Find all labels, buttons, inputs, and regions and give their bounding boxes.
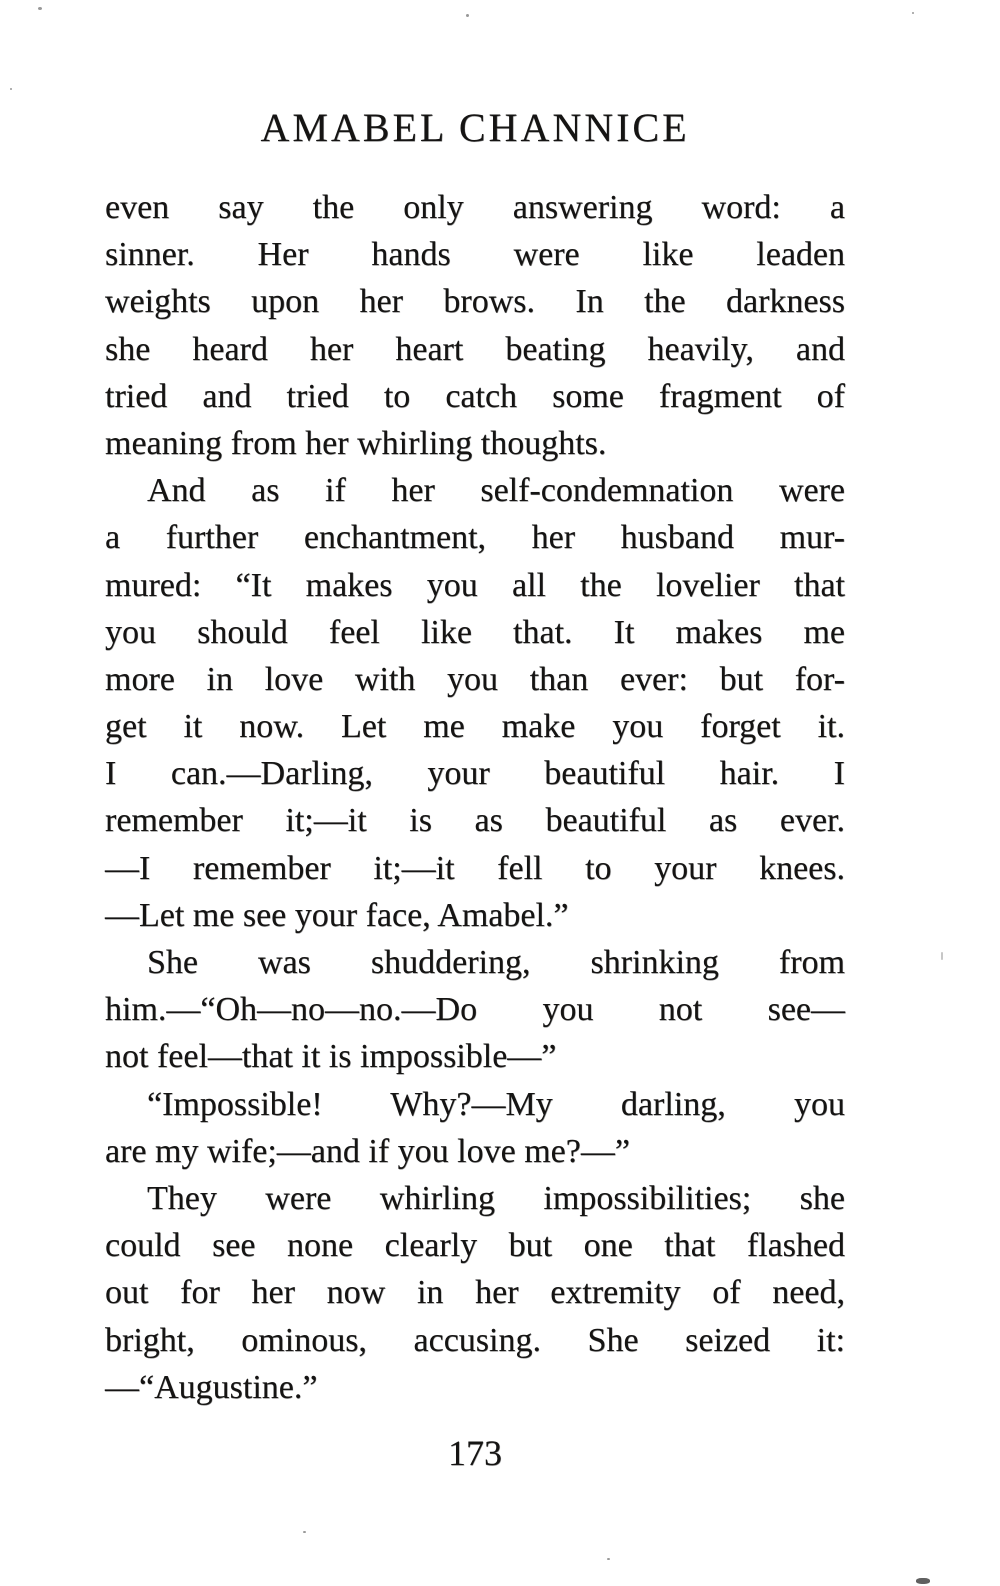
text-line: They were whirling impossibilities; she <box>147 1179 845 1217</box>
text-line: remember it;—it is as beautiful as ever. <box>105 802 845 840</box>
text-line: are my wife;—and if you love me?—” <box>105 1132 630 1170</box>
text-line: “Impossible! Why?—My darling, you <box>147 1085 845 1123</box>
text-line: And as if her self-condemnation were <box>147 472 845 510</box>
text-line: She was shuddering, shrinking from <box>147 944 845 981</box>
text-line: bright, ominous, accusing. She seized it: <box>105 1321 845 1359</box>
body-text <box>105 184 845 1411</box>
text-line: could see none clearly but one that flashed <box>105 1227 845 1265</box>
text-line: —“Augustine.” <box>105 1368 318 1406</box>
page-number: 173 <box>448 1433 502 1473</box>
text-line: I can.—Darling, your beautiful hair. I <box>105 755 845 793</box>
text-line: meaning from her whirling thoughts. <box>105 424 607 462</box>
scan-speck <box>466 14 469 17</box>
text-line: weights upon her brows. In the darkness <box>105 283 845 321</box>
scan-speck <box>912 12 914 14</box>
text-line: out for her now in her extremity of need, <box>105 1274 845 1312</box>
text-line: not feel—that it is impossible—” <box>105 1038 557 1076</box>
scan-speck <box>916 1578 930 1584</box>
page-title: AMABEL CHANNICE <box>260 105 690 150</box>
text-line: get it now. Let me make you forget it. <box>105 708 845 746</box>
scan-speck <box>10 88 12 90</box>
scan-speck <box>38 7 42 10</box>
text-line: you should feel like that. It makes me <box>105 613 845 651</box>
text-line: him.—“Oh—no—no.—Do you not see— <box>105 991 845 1029</box>
text-line: sinner. Her hands were like leaden <box>105 236 845 274</box>
scan-speck <box>941 952 943 960</box>
text-line: —Let me see your face, Amabel.” <box>105 896 569 934</box>
scan-speck <box>303 1531 306 1533</box>
text-line: —I remember it;—it fell to your knees. <box>105 849 845 887</box>
text-line: more in love with you than ever: but for- <box>105 660 845 698</box>
text-line: a further enchantment, her husband mur- <box>105 519 845 557</box>
text-line: even say the only answering word: a <box>105 189 845 226</box>
text-line: mured: “It makes you all the lovelier that <box>105 566 845 604</box>
scan-speck <box>607 1558 610 1560</box>
text-line: tried and tried to catch some fragment of <box>105 377 845 415</box>
text-line: she heard her heart beating heavily, and <box>105 330 845 368</box>
